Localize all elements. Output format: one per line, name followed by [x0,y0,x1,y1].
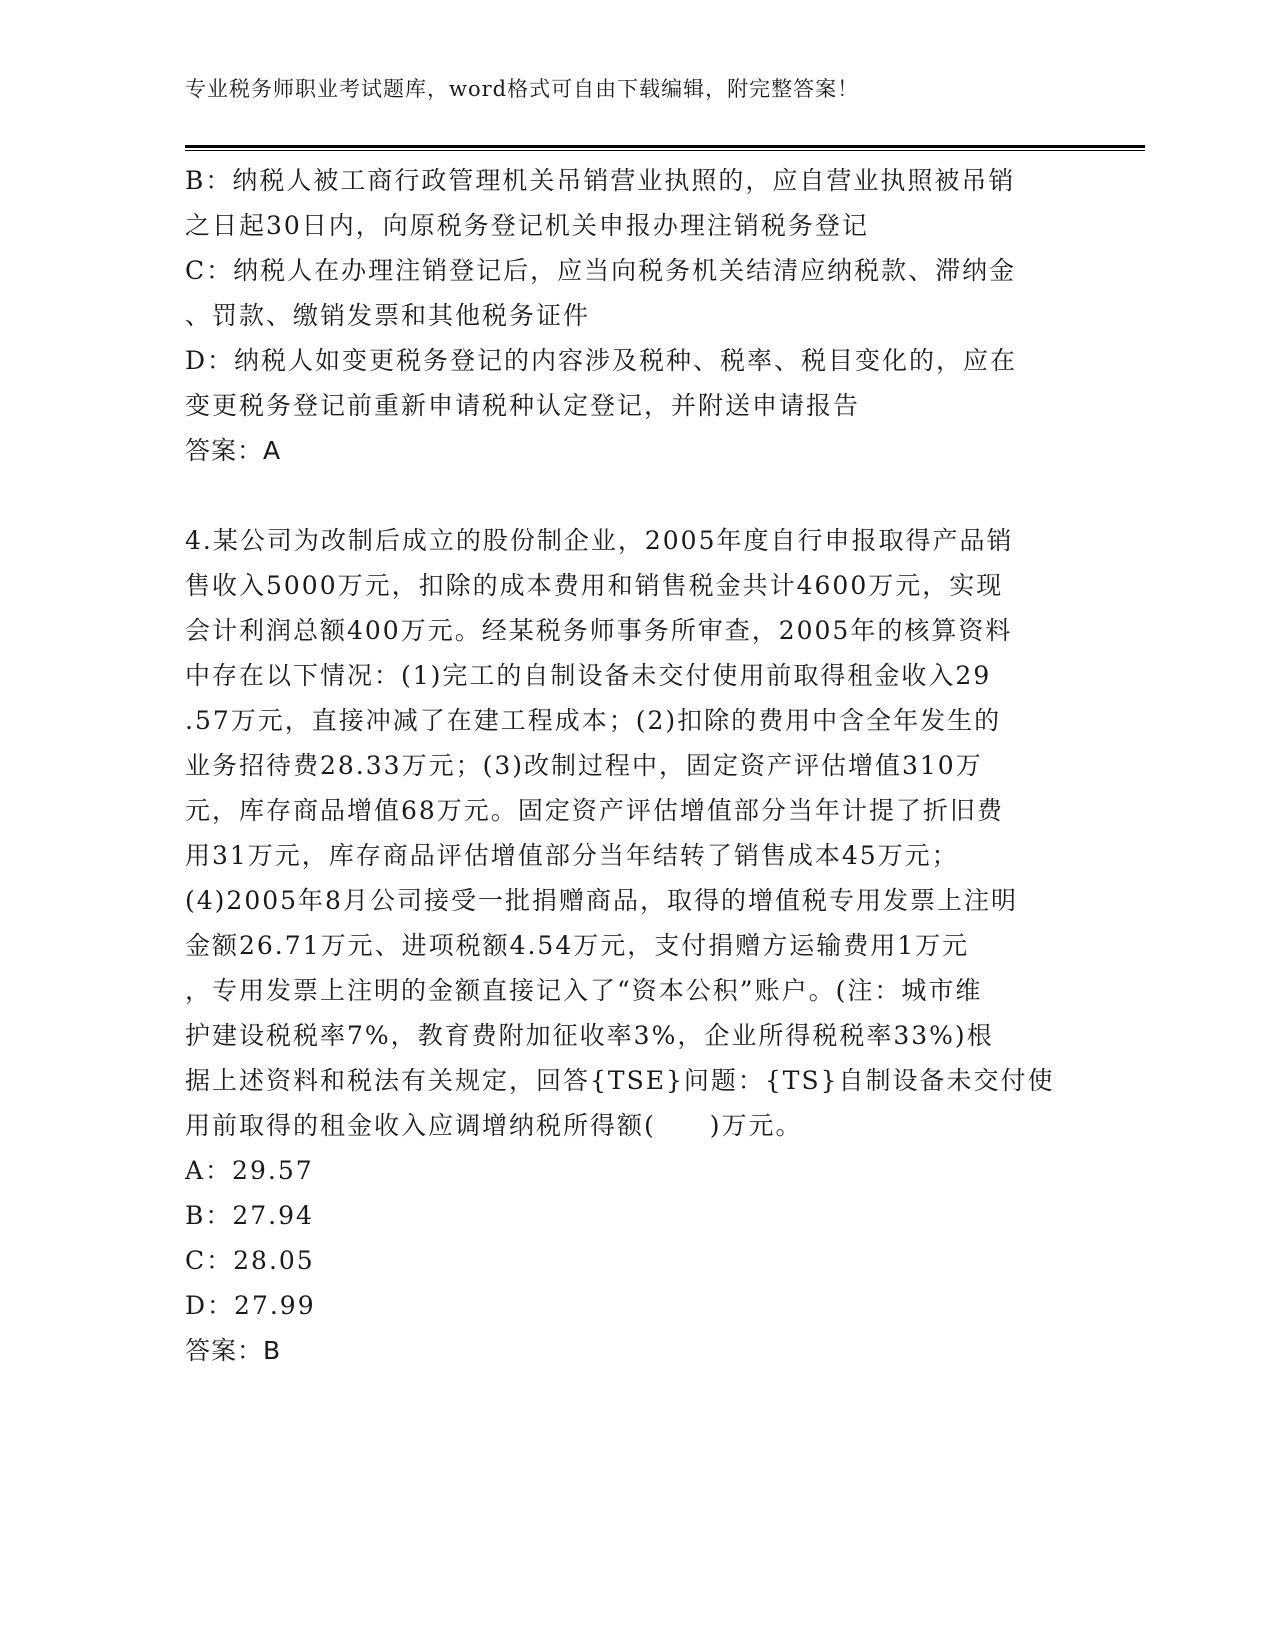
option-b: B：27.94 [185,1201,314,1230]
text-line: 用31万元，库存商品评估增值部分当年结转了销售成本45万元； [185,841,959,870]
text-line: 中存在以下情况：(1)完工的自制设备未交付使用前取得租金收入29 [185,661,992,690]
text-line: (4)2005年8月公司接受一批捐赠商品，取得的增值税专用发票上注明 [185,886,1018,915]
text-line: ，专用发票上注明的金额直接记入了“资本公积”账户。(注：城市维 [185,976,983,1005]
text-line: B：纳税人被工商行政管理机关吊销营业执照的，应自营业执照被吊销 [185,166,1016,195]
text-line: 用前取得的租金收入应调增纳税所得额( )万元。 [185,1111,803,1140]
text-line: 护建设税税率7%，教育费附加征收率3%，企业所得税税率33%)根 [185,1021,994,1050]
text-line: 之日起30日内，向原税务登记机关申报办理注销税务登记 [185,211,869,240]
question-3-option-b [185,158,1075,248]
text-line: 元，库存商品增值68万元。固定资产评估增值部分当年计提了折旧费 [185,796,1004,825]
question-4-options [185,1148,1075,1328]
option-c: C：28.05 [185,1246,315,1275]
text-line: 售收入5000万元，扣除的成本费用和销售税金共计4600万元，实现 [185,571,1004,600]
text-line: 金额26.71万元、进项税额4.54万元，支付捐赠方运输费用1万元 [185,931,970,960]
text-line: 、罚款、缴销发票和其他税务证件 [185,301,591,330]
question-3-option-c [185,248,1075,338]
spacer [185,473,1075,518]
question-4-answer: 答案：B [185,1336,282,1365]
text-line: D：纳税人如变更税务登记的内容涉及税种、税率、税目变化的，应在 [185,346,1018,375]
page-header: 专业税务师职业考试题库，word格式可自由下载编辑，附完整答案！ [185,77,860,101]
text-line: 业务招待费28.33万元；(3)改制过程中，固定资产评估增值310万 [185,751,983,780]
text-line: 4.某公司为改制后成立的股份制企业，2005年度自行申报取得产品销 [185,526,1014,555]
option-d: D：27.99 [185,1291,316,1320]
option-a: A：29.57 [185,1156,314,1185]
header-rule-thin [185,150,1145,151]
question-4-stem [185,518,1075,1148]
text-line: .57万元，直接冲减了在建工程成本；(2)扣除的费用中含全年发生的 [185,706,1002,735]
text-line: 会计利润总额400万元。经某税务师事务所审查，2005年的核算资料 [185,616,1013,645]
text-line: 据上述资料和税法有关规定，回答{TSE}问题：{TS}自制设备未交付使 [185,1066,1055,1095]
document-body [185,158,1075,1373]
header-rule-thick [185,145,1145,148]
question-3-option-d [185,338,1075,428]
text-line: C：纳税人在办理注销登记后，应当向税务机关结清应纳税款、滞纳金 [185,256,1017,285]
text-line: 变更税务登记前重新申请税种认定登记，并附送申请报告 [185,391,861,420]
question-3-answer: 答案：A [185,436,282,465]
